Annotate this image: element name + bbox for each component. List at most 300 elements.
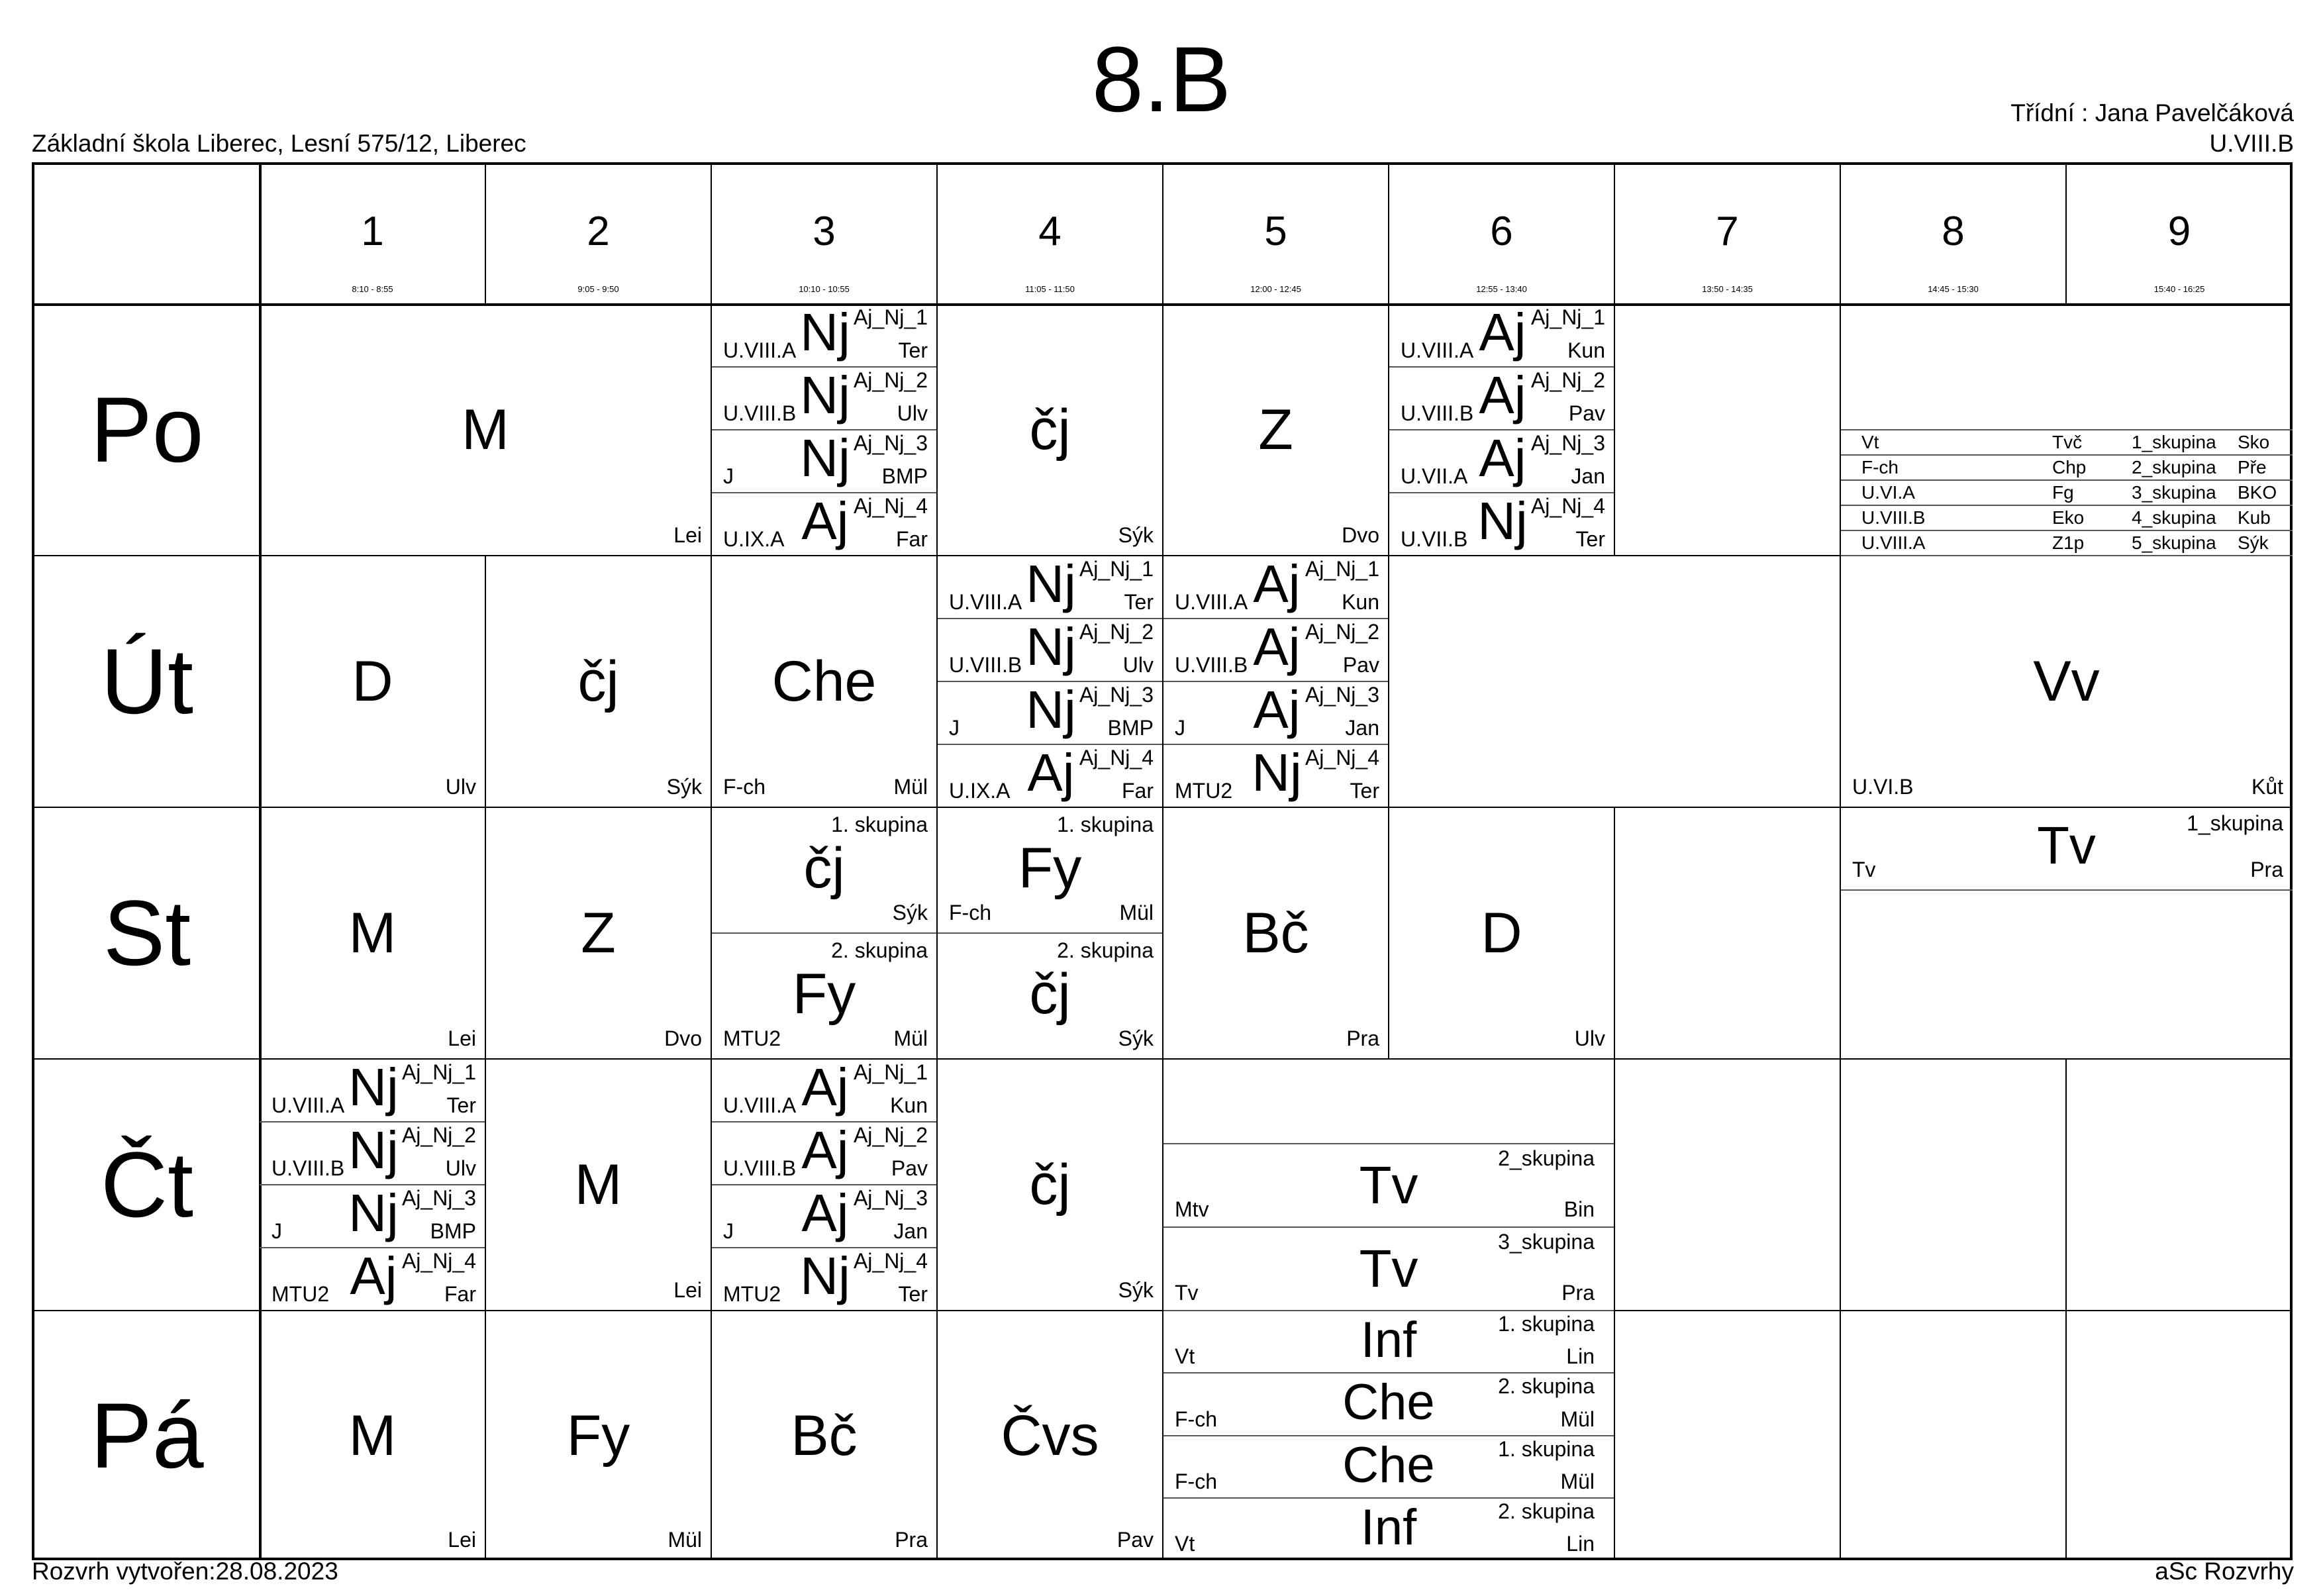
lesson-cell [1389, 807, 1614, 1059]
lesson-teacher: Mül [893, 775, 928, 799]
lesson-group: Aj_Nj_2 [1079, 620, 1154, 644]
grid-line [1163, 618, 1389, 619]
lesson-teacher: Kun [890, 1093, 928, 1117]
grid-line [711, 1184, 937, 1185]
lesson-group: 2_skupina [1498, 1146, 1595, 1170]
lesson-teacher: Jan [893, 1219, 928, 1243]
grid-line [936, 165, 938, 304]
software-name: aSc Rozvrhy [2155, 1558, 2294, 1585]
grid-line [485, 807, 486, 1059]
day-label: Čt [101, 1132, 193, 1236]
group-lesson [1163, 1436, 1614, 1498]
group-lesson [711, 1059, 937, 1122]
lesson-subject: D [1481, 901, 1522, 965]
school-name: Základní škola Liberec, Lesní 575/12, Liberec [32, 130, 526, 157]
group-lesson [711, 493, 937, 556]
lesson-room: F-ch [949, 901, 991, 924]
lesson-group: Aj_Nj_1 [401, 1060, 476, 1084]
lesson-teacher: Kub [2238, 507, 2271, 528]
grid-line [937, 932, 1163, 934]
period-number: 3 [813, 209, 836, 254]
lesson-teacher: Lin [1566, 1344, 1595, 1369]
lesson-group: Aj_Nj_1 [853, 1060, 928, 1084]
period-number: 8 [1942, 209, 1965, 254]
lesson-group: Aj_Nj_3 [1079, 683, 1154, 707]
lesson-teacher: Dvo [664, 1026, 702, 1050]
group-lesson [937, 619, 1163, 681]
grid-line [1162, 165, 1163, 304]
lesson-teacher: Pav [891, 1156, 928, 1180]
lesson-subject: Čvs [1001, 1403, 1099, 1468]
lesson-teacher: Pav [1116, 1528, 1154, 1552]
lesson-group: Aj_Nj_1 [1530, 305, 1605, 329]
lesson-subject: Chp [2052, 457, 2087, 477]
lesson-subject: Aj [1253, 617, 1301, 676]
grid-line [937, 744, 1163, 745]
grid-line [1840, 454, 2293, 456]
lesson-subject: Aj [1027, 743, 1075, 802]
group-lesson [1163, 1227, 1614, 1311]
group-lesson [1163, 1373, 1614, 1435]
lesson-room: U.VIII.B [949, 653, 1022, 677]
lesson-subject: Aj [801, 1058, 849, 1117]
lesson-subject: Tv [1359, 1239, 1418, 1298]
page-title: 8.B [1091, 27, 1232, 131]
group-lesson [1840, 430, 2293, 455]
lesson-room: U.VIII.A [1401, 338, 1474, 362]
grid-line [2065, 1059, 2067, 1311]
lesson-group: 1. skupina [1057, 813, 1154, 836]
lesson-teacher: Pav [1568, 401, 1605, 425]
lesson-teacher: Ulv [445, 775, 476, 799]
grid-line [260, 1121, 485, 1122]
group-lesson [711, 807, 937, 933]
lesson-group: Aj_Nj_4 [853, 494, 928, 518]
lesson-group: 1. skupina [1498, 1312, 1595, 1336]
group-lesson [1389, 367, 1614, 430]
lesson-room: Tv [1175, 1281, 1199, 1305]
grid-line [711, 1121, 937, 1122]
lesson-subject: čj [1029, 398, 1071, 462]
lesson-room: Tv [1852, 858, 1876, 881]
lesson-teacher: Mül [893, 1026, 928, 1050]
lesson-subject: Aj [801, 1121, 849, 1179]
lesson-teacher: Jan [1345, 716, 1379, 740]
lesson-group: Aj_Nj_2 [1305, 620, 1379, 644]
lesson-cell [937, 1311, 1163, 1560]
lesson-teacher: Pra [895, 1528, 928, 1552]
lesson-subject: Aj [801, 1183, 849, 1242]
lesson-room: F-ch [1861, 457, 1899, 477]
grid-line [2065, 165, 2067, 304]
lesson-group: Aj_Nj_2 [401, 1123, 476, 1147]
lesson-group: Aj_Nj_4 [1079, 746, 1154, 770]
lesson-teacher: Ter [1124, 590, 1154, 614]
lesson-teacher: Pra [1346, 1026, 1379, 1050]
group-lesson [711, 1185, 937, 1248]
grid-line [1840, 1311, 1841, 1560]
grid-line [1162, 1059, 1163, 1311]
group-lesson [260, 1248, 485, 1311]
grid-line [711, 165, 712, 304]
lesson-teacher: Pra [2250, 858, 2283, 881]
grid-line [1163, 744, 1389, 745]
lesson-room: Vt [1175, 1344, 1195, 1369]
lesson-room: Mtv [1175, 1197, 1209, 1221]
lesson-room: U.VIII.B [1175, 653, 1248, 677]
group-lesson [1389, 493, 1614, 556]
group-lesson [1163, 681, 1389, 744]
grid-line [711, 1247, 937, 1248]
lesson-teacher: Dvo [1342, 523, 1379, 547]
lesson-subject: Aj [1479, 428, 1526, 487]
lesson-subject: Nj [348, 1121, 399, 1179]
period-number: 9 [2167, 209, 2191, 254]
day-label: Po [90, 377, 204, 481]
lesson-subject: Fg [2052, 482, 2074, 503]
grid-line [1163, 1226, 1614, 1228]
lesson-subject: Tv [2037, 816, 2096, 875]
lesson-group: 1_skupina [2132, 432, 2216, 452]
lesson-group: 1. skupina [831, 813, 928, 836]
lesson-room: MTU2 [1175, 779, 1233, 803]
lesson-room: U.VII.A [1401, 464, 1468, 488]
lesson-teacher: BMP [1107, 716, 1154, 740]
lesson-subject: čj [803, 836, 845, 900]
lesson-cell [485, 556, 711, 807]
lesson-group: Aj_Nj_3 [1530, 431, 1605, 455]
lesson-room: J [1175, 716, 1185, 740]
lesson-group: Aj_Nj_3 [853, 431, 928, 455]
lesson-teacher: Kůt [2251, 775, 2283, 799]
lesson-room: U.VIII.B [272, 1156, 345, 1180]
grid-line [260, 1184, 485, 1185]
lesson-room: J [723, 464, 734, 488]
grid-line [1840, 304, 1841, 556]
grid-line [936, 556, 938, 807]
lesson-teacher: Sýk [1118, 1026, 1154, 1050]
period-time: 9:05 - 9:50 [577, 284, 619, 294]
lesson-group: Aj_Nj_1 [853, 305, 928, 329]
day-label: Út [101, 629, 193, 733]
lesson-teacher: Bin [1563, 1197, 1595, 1221]
lesson-room: U.VI.A [1861, 482, 1915, 503]
grid-line [1840, 556, 1841, 807]
grid-line [711, 492, 937, 493]
lesson-teacher: Sýk [1118, 1278, 1154, 1302]
lesson-cell [711, 1311, 937, 1560]
lesson-room: U.VIII.B [723, 401, 797, 425]
lesson-teacher: Lei [448, 1528, 476, 1552]
period-time: 14:45 - 15:30 [1928, 284, 1979, 294]
lesson-group: 2. skupina [1498, 1499, 1595, 1523]
period-time: 12:55 - 13:40 [1476, 284, 1527, 294]
lesson-subject: Z [581, 901, 616, 965]
grid-line [1840, 1059, 1841, 1311]
lesson-teacher: Ulv [897, 401, 928, 425]
grid-line [936, 304, 938, 556]
lesson-subject: Aj [801, 491, 849, 550]
lesson-subject: Tvč [2052, 432, 2083, 452]
lesson-subject: Fy [1018, 836, 1082, 900]
grid-line [936, 1059, 938, 1311]
day-label: Pá [90, 1383, 204, 1487]
grid-line [485, 1311, 486, 1560]
lesson-subject: Che [1342, 1436, 1435, 1493]
group-lesson [711, 367, 937, 430]
grid-line [711, 429, 937, 430]
lesson-room: MTU2 [272, 1282, 330, 1306]
lesson-room: J [272, 1219, 282, 1243]
lesson-room: U.IX.A [949, 779, 1011, 803]
lesson-teacher: Far [444, 1282, 476, 1306]
grid-line [1840, 429, 2293, 430]
lesson-teacher: Ter [1575, 527, 1605, 551]
period-time: 12:00 - 12:45 [1250, 284, 1301, 294]
lesson-cell [1163, 807, 1389, 1059]
grid-line [1163, 1372, 1614, 1373]
lesson-teacher: Sýk [1118, 523, 1154, 547]
grid-line [485, 556, 486, 807]
lesson-subject: Vv [2033, 650, 2100, 713]
lesson-teacher: Lin [1566, 1532, 1595, 1556]
period-time: 15:40 - 16:25 [2153, 284, 2205, 294]
grid-line [1614, 165, 1615, 304]
grid-line [485, 165, 486, 304]
lesson-room: U.VIII.B [723, 1156, 797, 1180]
group-lesson [260, 1059, 485, 1122]
grid-line [1840, 165, 1841, 304]
group-lesson [1389, 304, 1614, 367]
lesson-cell [1163, 304, 1389, 556]
lesson-room: U.VIII.A [723, 1093, 797, 1117]
class-teacher: Třídní : Jana Pavelčáková [2010, 99, 2294, 126]
lesson-cell [1840, 556, 2293, 807]
grid-line [1614, 304, 1615, 556]
lesson-room: U.VIII.A [723, 338, 797, 362]
lesson-group: 4_skupina [2132, 507, 2216, 528]
lesson-room: J [949, 716, 960, 740]
lesson-subject: Nj [1252, 743, 1302, 802]
lesson-subject: Che [771, 650, 877, 713]
group-lesson [260, 1122, 485, 1185]
lesson-group: Aj_Nj_2 [853, 368, 928, 392]
lesson-teacher: Pav [1342, 653, 1379, 677]
lesson-subject: Inf [1360, 1499, 1417, 1556]
group-lesson [711, 430, 937, 493]
created-date: Rozvrh vytvořen:28.08.2023 [32, 1558, 338, 1585]
lesson-subject: Tv [1359, 1156, 1418, 1215]
lesson-cell [485, 807, 711, 1059]
period-number: 7 [1716, 209, 1739, 254]
lesson-group: 5_skupina [2132, 532, 2216, 553]
lesson-subject: Inf [1360, 1312, 1417, 1368]
group-lesson [937, 556, 1163, 619]
grid-line [1389, 492, 1614, 493]
group-lesson [1163, 1311, 1614, 1373]
grid-line [711, 556, 712, 807]
lesson-teacher: Ter [1350, 779, 1379, 803]
lesson-subject: M [574, 1153, 622, 1217]
lesson-subject: M [348, 901, 397, 965]
grid-line [1389, 429, 1614, 430]
grid-line [711, 366, 937, 368]
period-number: 2 [587, 209, 610, 254]
lesson-teacher: Ulv [445, 1156, 476, 1180]
lesson-group: Aj_Nj_3 [853, 1186, 928, 1210]
lesson-teacher: Kun [1567, 338, 1605, 362]
grid-line [711, 1311, 712, 1560]
group-lesson [1163, 1498, 1614, 1560]
grid-line [936, 1311, 938, 1560]
lesson-teacher: Far [1122, 779, 1154, 803]
grid-line [1388, 556, 1389, 807]
grid-line [2065, 1311, 2067, 1560]
lesson-subject: Nj [1026, 680, 1076, 739]
lesson-subject: Bč [791, 1403, 858, 1468]
lesson-cell [260, 807, 485, 1059]
grid-line [711, 932, 937, 934]
grid-line [1162, 1311, 1163, 1560]
group-lesson [1163, 744, 1389, 807]
lesson-teacher: Mül [1560, 1469, 1595, 1493]
grid-line [1163, 1435, 1614, 1436]
grid-line [1163, 1497, 1614, 1499]
lesson-teacher: Ulv [1122, 653, 1154, 677]
lesson-group: Aj_Nj_4 [401, 1249, 476, 1273]
lesson-subject: Nj [348, 1058, 399, 1117]
lesson-subject: M [462, 398, 509, 462]
lesson-room: U.VIII.B [1401, 401, 1474, 425]
grid-line [1614, 807, 1615, 1059]
grid-line [936, 807, 938, 1059]
grid-line [485, 1059, 486, 1311]
lesson-teacher: Ulv [1574, 1026, 1605, 1050]
grid-line [1840, 530, 2293, 531]
group-lesson [937, 933, 1163, 1059]
lesson-subject: Fy [566, 1403, 630, 1468]
lesson-subject: Fy [792, 962, 856, 1026]
grid-line [1840, 479, 2293, 481]
lesson-subject: Nj [1477, 491, 1528, 550]
lesson-room: U.VIII.A [272, 1093, 345, 1117]
lesson-teacher: Mül [1560, 1407, 1595, 1431]
lesson-room: MTU2 [723, 1026, 781, 1050]
lesson-teacher: Ter [898, 338, 928, 362]
grid-line [937, 681, 1163, 682]
lesson-room: U.VIII.A [1861, 532, 1926, 553]
lesson-group: Aj_Nj_4 [1530, 494, 1605, 518]
lesson-cell [485, 1311, 711, 1560]
lesson-cell [711, 556, 937, 807]
grid-line [1614, 1059, 1615, 1311]
lesson-room: U.VIII.A [1175, 590, 1248, 614]
period-number: 4 [1038, 209, 1062, 254]
group-lesson [1840, 505, 2293, 530]
grid-line [1162, 304, 1163, 556]
group-lesson [1163, 619, 1389, 681]
lesson-subject: D [352, 650, 393, 713]
lesson-subject: Bč [1242, 901, 1309, 965]
grid-line [1840, 505, 2293, 506]
lesson-group: 2. skupina [1498, 1374, 1595, 1399]
lesson-group: 2_skupina [2132, 457, 2216, 477]
lesson-group: Aj_Nj_2 [853, 1123, 928, 1147]
lesson-teacher: Sýk [892, 901, 928, 924]
lesson-group: 2. skupina [1057, 938, 1154, 962]
period-time: 13:50 - 14:35 [1702, 284, 1753, 294]
home-room: U.VIII.B [2209, 130, 2294, 157]
period-time: 8:10 - 8:55 [352, 284, 393, 294]
lesson-group: 1_skupina [2187, 811, 2283, 835]
lesson-room: F-ch [1175, 1469, 1217, 1493]
lesson-group: Aj_Nj_3 [401, 1186, 476, 1210]
group-lesson [711, 1248, 937, 1311]
lesson-teacher: Sýk [666, 775, 702, 799]
lesson-subject: Aj [350, 1246, 397, 1305]
lesson-subject: M [348, 1403, 397, 1468]
lesson-group: Aj_Nj_3 [1305, 683, 1379, 707]
lesson-teacher: Lei [673, 1278, 702, 1302]
lesson-room: U.IX.A [723, 527, 785, 551]
lesson-teacher: Lei [673, 523, 702, 547]
lesson-teacher: Kun [1342, 590, 1379, 614]
lesson-teacher: Jan [1571, 464, 1605, 488]
lesson-room: MTU2 [723, 1282, 781, 1306]
grid-line [1389, 366, 1614, 368]
lesson-group: 3_skupina [1498, 1230, 1595, 1254]
group-lesson [1840, 455, 2293, 480]
lesson-subject: Aj [1479, 303, 1526, 362]
grid-line [711, 304, 712, 556]
lesson-group: Aj_Nj_4 [1305, 746, 1379, 770]
group-lesson [1163, 1144, 1614, 1227]
lesson-teacher: Pře [2238, 457, 2267, 477]
lesson-room: F-ch [1175, 1407, 1217, 1431]
lesson-group: Aj_Nj_4 [853, 1249, 928, 1273]
lesson-room: Vt [1861, 432, 1879, 452]
period-time: 10:10 - 10:55 [799, 284, 850, 294]
lesson-subject: Nj [1026, 617, 1076, 676]
lesson-subject: Aj [1253, 680, 1301, 739]
lesson-group: Aj_Nj_1 [1079, 557, 1154, 581]
lesson-subject: čj [1029, 962, 1071, 1026]
lesson-subject: Aj [1479, 366, 1526, 424]
lesson-subject: Eko [2052, 507, 2085, 528]
lesson-subject: čj [1029, 1153, 1071, 1217]
lesson-cell [260, 304, 711, 556]
lesson-teacher: Pra [1561, 1281, 1595, 1305]
lesson-cell [260, 1311, 485, 1560]
group-lesson [711, 1122, 937, 1185]
grid-line [1840, 889, 2293, 891]
lesson-subject: Z1p [2052, 532, 2085, 553]
grid-line [711, 1059, 712, 1311]
group-lesson [1840, 530, 2293, 556]
period-time: 11:05 - 11:50 [1025, 284, 1075, 294]
timetable-grid [32, 162, 2293, 1560]
lesson-room: U.VIII.B [1861, 507, 1926, 528]
group-lesson [1163, 556, 1389, 619]
group-lesson [260, 1185, 485, 1248]
lesson-teacher: Far [896, 527, 928, 551]
lesson-teacher: BKO [2238, 482, 2277, 503]
lesson-subject: Nj [348, 1183, 399, 1242]
group-lesson [711, 933, 937, 1059]
period-number: 5 [1264, 209, 1287, 254]
lesson-teacher: Sýk [2238, 532, 2269, 553]
period-number: 1 [361, 209, 384, 254]
